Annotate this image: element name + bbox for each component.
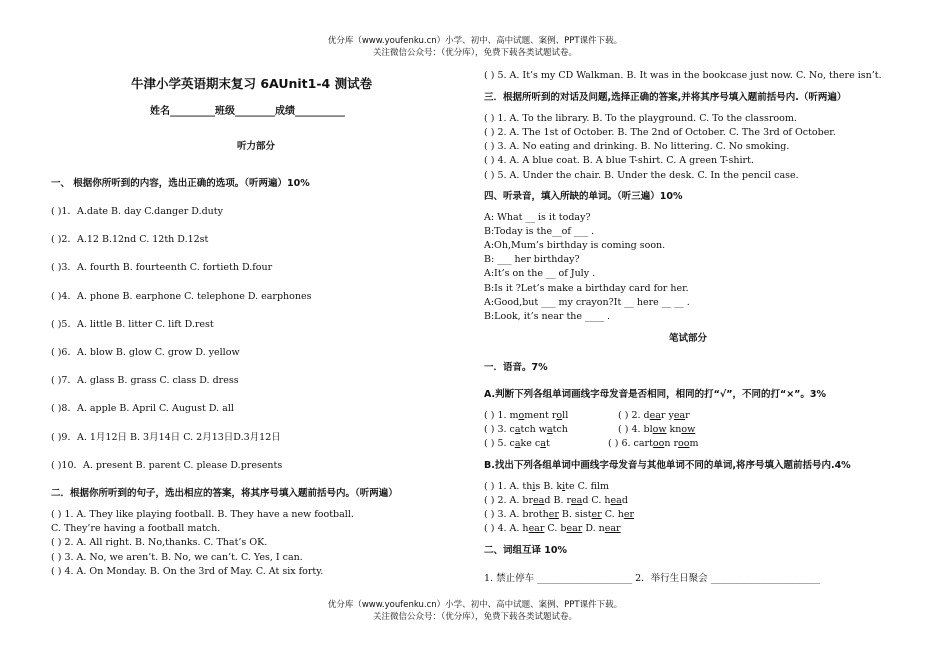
question-line: ( ) 2. A. All right. B. No,thanks. C. That’s OK. — [51, 537, 268, 548]
section-3-title: 三．根据所听到的对话及问题,选择正确的答案,并将其序号填入题前括号内.（听两遍） — [484, 92, 847, 103]
question-line: C. They’re having a football match. — [51, 523, 221, 534]
part-b-title: B.找出下列各组单词中画线字母发音与其他单词不同的单词,将序号填入题前括号内.4% — [484, 460, 851, 471]
phonics-row: ( ) 4. blow know — [618, 424, 696, 435]
dialogue-line: B: ___ her birthday? — [484, 254, 580, 265]
footer-line-2: 关注微信公众号：（优分库），免费下载各类试题试卷。 — [372, 612, 577, 622]
right-column — [475, 0, 950, 668]
dialogue-line: B:Today is the__of ___ . — [484, 226, 595, 237]
phrase-line: 1. 禁止停车 ____________________ 2．举行生日聚会 _______________________ — [484, 573, 820, 584]
part-a-title: A.判断下列各组单词画线字母发音是否相同，相同的打“√”，不同的打“×”。3% — [484, 389, 827, 400]
dialogue-line: A:Oh,Mum’s birthday is coming soon. — [484, 240, 666, 251]
phrase-section-title: 二、词组互译 10% — [484, 545, 568, 556]
question-line: ( ) 4. A. On Monday. B. On the 3rd of May. C. At six forty. — [51, 566, 324, 577]
question-line: ( ) 3. A. No, we aren’t. B. No, we can’t. C. Yes, I can. — [51, 552, 303, 563]
phonics-row: ( ) 2. dear year — [618, 410, 690, 421]
phonetics-title: 一．语音。7% — [484, 362, 548, 373]
footer-line-1: 优分库（www.youfenku.cn）小学、初中、高中试题、案例、PPT课件下载。 — [327, 600, 623, 610]
question-item: ( )9．A. 1月12日 B. 3月14日 C. 2月13日D.3月12日 — [51, 432, 281, 443]
header-line-2: 关注微信公众号：（优分库），免费下载各类试题试卷。 — [372, 48, 577, 58]
dialogue-line: B:Look, it’s near the ____ . — [484, 311, 611, 322]
question-line: ( ) 5. A. Under the chair. B. Under the desk. C. In the pencil case. — [484, 170, 799, 181]
phonics-row: ( ) 6. cartoon room — [608, 438, 699, 449]
question-item: ( )10．A. present B. parent C. please D.presents — [51, 460, 283, 471]
question-item: ( )4．A. phone B. earphone C. telephone D. earphones — [51, 291, 312, 302]
phonics-row: ( ) 2. A. bread B. read C. head — [484, 495, 628, 506]
question-item: ( )2．A.12 B.12nd C. 12th D.12st — [51, 234, 209, 245]
question-line: ( ) 1. A. To the library. B. To the playground. C. To the classroom. — [484, 113, 797, 124]
section-1-title: 一、 根据你所听到的内容，选出正确的选项。（听两遍）10% — [51, 178, 310, 189]
question-item: ( )7．A. glass B. grass C. class D. dress — [51, 375, 239, 386]
exam-title: 牛津小学英语期末复习 6AUnit1-4 测试卷 — [131, 76, 373, 91]
question-item: ( )5．A. little B. litter C. lift D.rest — [51, 319, 214, 330]
phonics-row: ( ) 3. A. brother B. sister C. her — [484, 509, 634, 520]
phonics-row: ( ) 3. catch watch — [484, 424, 568, 435]
question-line: ( ) 5. A. It’s my CD Walkman. B. It was in the bookcase just now. C. No, there isn’t. — [484, 70, 882, 81]
listening-title: 听力部分 — [237, 141, 276, 152]
dialogue-line: A:Good,but ___ my crayon?It __ here __ __ . — [484, 297, 690, 308]
dialogue-line: A:It’s on the __ of July . — [484, 268, 596, 279]
section-4-title: 四、听录音，填入所缺的单词。（听三遍）10% — [484, 191, 683, 202]
phonics-row: ( ) 1. A. this B. kite C. flm — [484, 481, 609, 492]
dialogue-line: B:Is it ?Let’s make a birthday card for her. — [484, 283, 689, 294]
question-line: ( ) 3. A. No eating and drinking. B. No littering. C. No smoking. — [484, 141, 790, 152]
question-item: ( )6．A. blow B. glow C. grow D. yellow — [51, 347, 240, 358]
section-2-title: 二．根据你所听到的句子，选出相应的答案，将其序号填入题前括号内。（听两遍） — [51, 488, 398, 499]
footer — [0, 599, 950, 623]
question-item: ( )1．A.date B. day C.danger D.duty — [51, 206, 223, 217]
question-item: ( )3．A. fourth B. fourteenth C. fortieth D.four — [51, 262, 273, 273]
dialogue-line: A: What __ is it today? — [484, 212, 591, 223]
question-line: ( ) 2. A. The 1st of October. B. The 2nd of October. C. The 3rd of October. — [484, 127, 836, 138]
phonics-row: ( ) 4. A. hear C. bear D. near — [484, 523, 621, 534]
phonics-row: ( ) 1. moment roll — [484, 410, 569, 421]
question-line: ( ) 4. A. A blue coat. B. A blue T-shirt. C. A green T-shirt. — [484, 155, 754, 166]
question-line: ( ) 1. A. They like playing football. B. They have a new football. — [51, 509, 354, 520]
header-line-1: 优分库（www.youfenku.cn）小学、初中、高中试题、案例、PPT课件下载。 — [327, 36, 623, 46]
question-item: ( )8．A. apple B. April C. August D. all — [51, 403, 234, 414]
phonics-row: ( ) 5. cake cat — [484, 438, 550, 449]
written-title: 笔试部分 — [669, 333, 708, 344]
student-info: 姓名_________班级________成绩__________ — [150, 106, 345, 117]
